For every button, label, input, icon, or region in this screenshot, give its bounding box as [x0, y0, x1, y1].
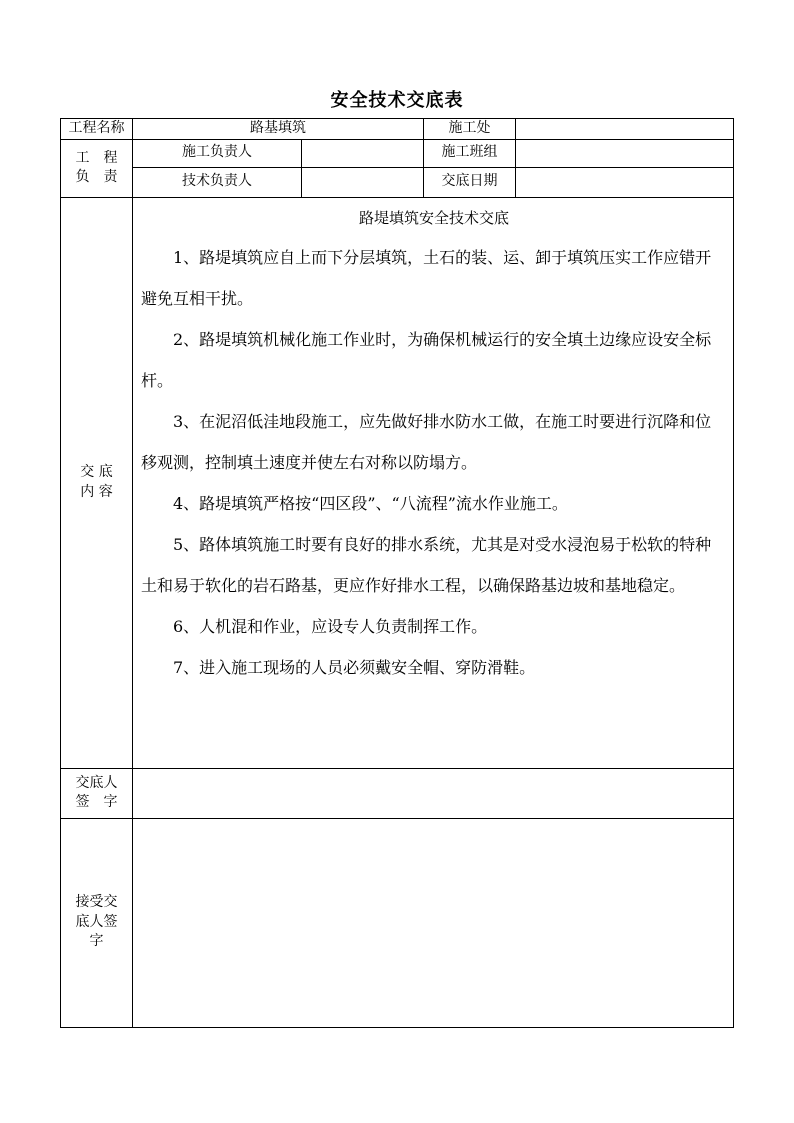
giver-signature-row: [61, 768, 734, 818]
content-label: [61, 197, 133, 768]
content-heading: 路堤填筑安全技术交底: [358, 208, 509, 227]
safety-briefing-table: [60, 118, 734, 1028]
project-row: [61, 119, 734, 140]
unit-label: 施工处: [424, 119, 516, 140]
receiver-label-line2: 底人签: [75, 913, 118, 930]
content-item: 2、路堤填筑机械化施工作业时，为确保机械运行的安全填土边缘应设安全标杆。: [141, 329, 712, 390]
technical-leader-value[interactable]: [302, 167, 424, 197]
construction-leader-value[interactable]: [302, 139, 424, 167]
construction-leader-label: 施工负责人: [133, 139, 302, 167]
giver-label-line2: 签 字: [75, 794, 118, 811]
project-name-value[interactable]: 路基填筑: [133, 119, 424, 140]
team-label: 施工班组: [424, 139, 516, 167]
content-label-line1: 交 底: [80, 464, 113, 480]
giver-signature-label: [61, 768, 133, 818]
receiver-signature-label: [61, 818, 133, 1027]
technical-leader-label: 技术负责人: [133, 167, 302, 197]
date-value[interactable]: [516, 167, 734, 197]
construction-leader-row: [61, 139, 734, 167]
date-label: 交底日期: [424, 167, 516, 197]
receiver-signature-field[interactable]: [133, 818, 734, 1027]
responsible-label-line1: 工 程: [75, 149, 118, 166]
responsible-label: [61, 139, 133, 197]
giver-label-line1: 交底人: [75, 774, 118, 791]
unit-value[interactable]: [516, 119, 734, 140]
content-item: 3、在泥沼低洼地段施工，应先做好排水防水工做，在施工时要进行沉降和位移观测，控制填土速度并使左右对称以防塌方。: [141, 411, 712, 472]
content-item: 5、路体填筑施工时要有良好的排水系统，尤其是对受水浸泡易于松软的特种土和易于软化的岩石路基，更应作好排水工程，以确保路基边坡和基地稳定。: [141, 534, 712, 595]
team-value[interactable]: [516, 139, 734, 167]
content-item: 6、人机混和作业，应设专人负责制挥工作。: [173, 616, 488, 636]
content-item: 7、进入施工现场的人员必须戴安全帽、穿防滑鞋。: [173, 657, 536, 677]
content-item: 4、路堤填筑严格按“四区段”、“八流程”流水作业施工。: [173, 493, 568, 513]
receiver-label-line1: 接受交: [75, 894, 118, 911]
content-item: 1、路堤填筑应自上而下分层填筑，土石的装、运、卸于填筑压实工作应错开避免互相干扰。: [141, 247, 712, 308]
document-title: 安全技术交底表: [330, 90, 464, 111]
content-body: [133, 197, 734, 768]
giver-signature-field[interactable]: [133, 768, 734, 818]
technical-leader-row: [61, 167, 734, 197]
receiver-label-line3: 字: [89, 933, 104, 950]
responsible-label-line2: 负 责: [75, 169, 118, 186]
project-name-label: 工程名称: [61, 119, 133, 140]
receiver-signature-row: [61, 818, 734, 1027]
content-row: [61, 197, 734, 768]
content-label-line2: 内 容: [80, 483, 113, 500]
